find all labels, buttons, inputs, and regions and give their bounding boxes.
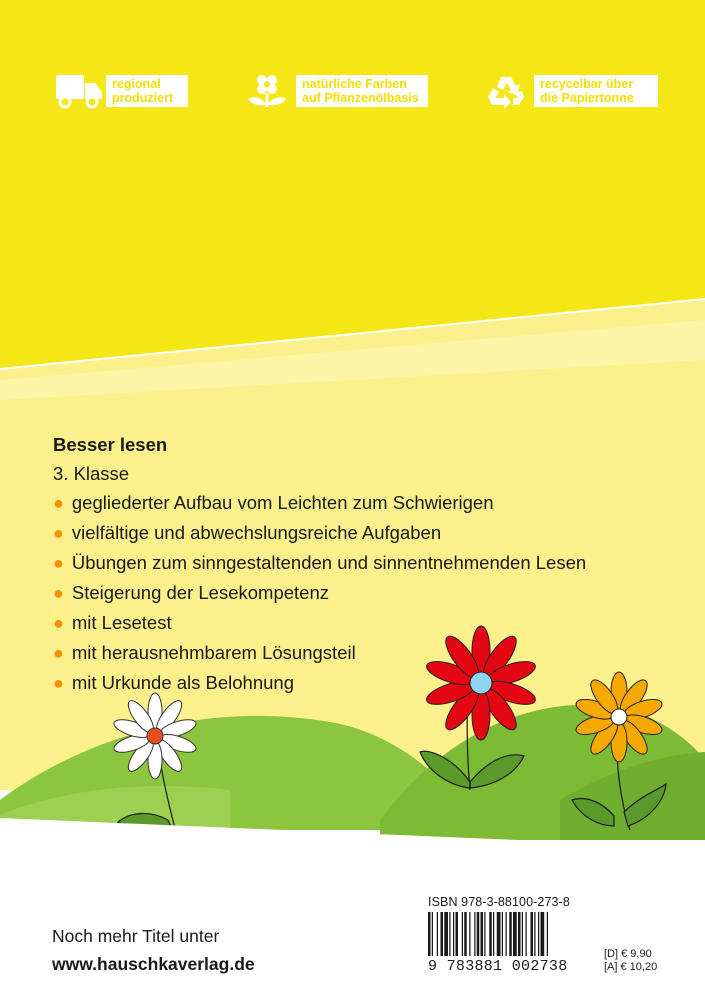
- barcode-bar: [538, 912, 539, 956]
- feature-text: mit Urkunde als Belohnung: [71, 672, 295, 693]
- feature-item: [53, 608, 586, 638]
- price-de: [D] € 9,90: [604, 948, 652, 960]
- feature-item: [53, 518, 586, 548]
- badge-line: die Papiertonne: [540, 91, 634, 105]
- barcode-bar: [469, 912, 470, 956]
- barcode-bar: [481, 912, 484, 956]
- more-titles-text: Noch mehr Titel unter: [52, 926, 220, 946]
- badge-line: regional: [112, 77, 161, 91]
- publisher-footer: [52, 922, 255, 978]
- badge-natural-colors: [242, 73, 428, 109]
- bullet-icon: ●: [53, 553, 64, 573]
- barcode-bar: [441, 912, 444, 956]
- bullet-icon: ●: [53, 643, 64, 663]
- barcode-bar: [437, 912, 438, 956]
- feature-item: [53, 578, 586, 608]
- badge-line: recycelbar über: [540, 77, 634, 91]
- barcode-bar: [484, 912, 485, 956]
- book-info: [53, 430, 586, 698]
- bullet-icon: ●: [53, 523, 64, 543]
- barcode-bar: [493, 912, 494, 956]
- bullet-icon: ●: [53, 673, 64, 693]
- barcode-bar: [462, 912, 463, 956]
- plant-icon: [242, 71, 294, 111]
- bullet-icon: ●: [53, 583, 64, 603]
- book-grade: 3. Klasse: [53, 463, 130, 484]
- badge-recyclable: [480, 73, 658, 109]
- prices: [604, 948, 657, 974]
- badge-line: natürliche Farben: [302, 77, 407, 91]
- barcode-bar: [502, 912, 503, 956]
- recycle-icon: [480, 71, 532, 111]
- feature-list: [53, 488, 586, 698]
- book-title: Besser lesen: [53, 434, 168, 455]
- barcode-bar: [449, 912, 450, 956]
- feature-text: gegliederter Aufbau vom Leichten zum Schwierigen: [71, 492, 494, 513]
- feature-text: Steigerung der Lesekompetenz: [71, 582, 329, 603]
- feature-text: mit Lesetest: [71, 612, 172, 633]
- barcode-bar: [531, 912, 534, 956]
- badge-recyclable-label: [534, 75, 658, 107]
- badge-regional: [52, 73, 188, 109]
- barcode-bar: [518, 912, 521, 956]
- isbn-text: ISBN 978-3-88100-273-8: [428, 895, 570, 909]
- barcode-bar: [464, 912, 467, 956]
- barcode-bar: [444, 912, 448, 956]
- feature-text: Übungen zum sinngestaltenden und sinnentnehmenden Lesen: [71, 552, 587, 573]
- barcode-bar: [497, 912, 501, 956]
- bullet-icon: ●: [53, 493, 64, 513]
- badge-line: produziert: [112, 91, 174, 105]
- barcode-bar: [513, 912, 517, 956]
- ean-number: 9 783881 002738: [428, 956, 598, 978]
- barcode-bar: [453, 912, 454, 956]
- barcode-bar: [534, 912, 535, 956]
- barcode-bar: [526, 912, 527, 956]
- barcode-bar: [456, 912, 459, 956]
- barcode-bar: [509, 912, 512, 956]
- barcode-bar: [474, 912, 475, 956]
- price-at: [A] € 10,20: [604, 961, 658, 973]
- feature-text: mit herausnehmbarem Lösungsteil: [71, 642, 356, 663]
- badge-regional-label: [106, 75, 188, 107]
- barcode-bar: [477, 912, 480, 956]
- truck-icon: [52, 71, 104, 111]
- feature-item: [53, 488, 586, 518]
- website-link[interactable]: www.hauschkaverlag.de: [52, 954, 255, 974]
- bullet-icon: ●: [53, 613, 64, 633]
- feature-text: vielfältige und abwechslungsreiche Aufgaben: [71, 522, 442, 543]
- feature-item: [53, 668, 586, 698]
- feature-item: [53, 638, 586, 668]
- badge-natural-colors-label: [296, 75, 428, 107]
- badge-line: auf Pflanzenölbasis: [302, 91, 419, 105]
- feature-item: [53, 548, 586, 578]
- barcode-bar: [506, 912, 507, 956]
- barcode-bar: [522, 912, 523, 956]
- barcode-bar: [541, 912, 545, 956]
